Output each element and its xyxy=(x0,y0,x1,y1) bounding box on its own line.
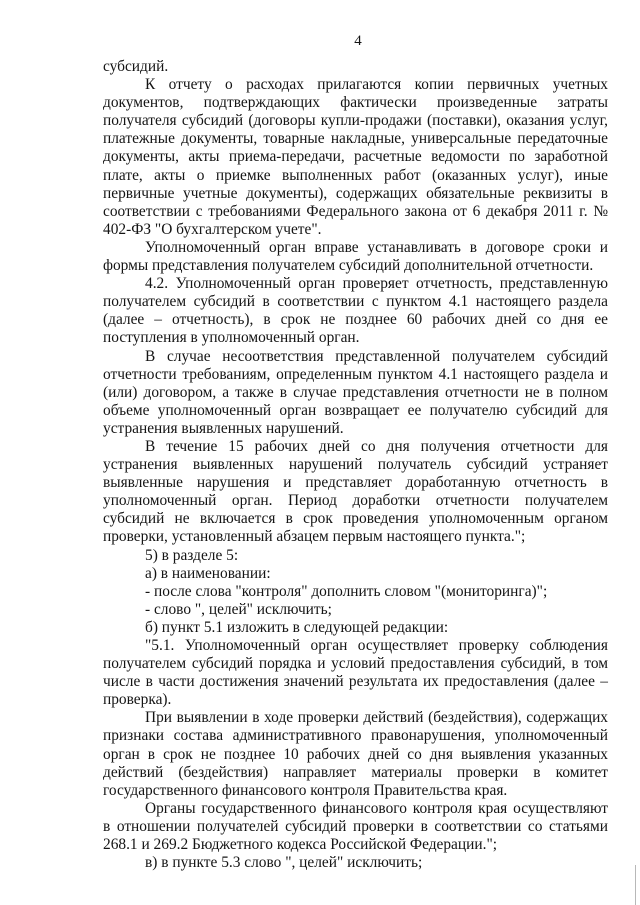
paragraph-noncompliance: В случае несоответствия представленной получателем субсидий отчетности требованиям, определенным пунктом 4.1 настоящего раздела и (или) договором, а также в случае представления отчетности не в полном объеме уполномоченный орган возвращает ее получателю субсидий для устранения выявленных нарушений. xyxy=(103,347,608,437)
paragraph-state-control: Органы государственного финансового контроля края осуществляют в отношении получателей субсидий проверки в соответствии со статьями 268.1 и 269.2 Бюджетного кодекса Российской Федерации."; xyxy=(103,799,608,854)
paragraph-clause-5-1: "5.1. Уполномоченный орган осуществляет проверку соблюдения получателем субсидий порядка и условий предоставления субсидий, в том числе в части достижения значений результата их предоставления (далее – проверка). xyxy=(103,637,608,709)
paragraph-item-b: б) пункт 5.1 изложить в следующей редакции: xyxy=(145,618,449,636)
paragraph-additional-reporting: Уполномоченный орган вправе устанавливать в договоре сроки и формы представления получателем субсидий дополнительной отчетности. xyxy=(103,238,608,275)
paragraph-correction-period: В течение 15 рабочих дней со дня получения отчетности для устранения выявленных нарушений получатель субсидий устраняет выявленные нарушения и представляет доработанную отчетность в уполномоченный орган. Период доработки отчетности получателем субсидий не включается в срок проведения уполномоченным органом проверки, установленный абзацем первым настоящего пункта."; xyxy=(103,437,608,546)
paragraph-clause-4-2: 4.2. Уполномоченный орган проверяет отчетность, представленную получателем субсидий в соответствии с пунктом 4.1 настоящего раздела (далее – отчетность), в срок не позднее 60 рабочих дней со дня ее поступления в уполномоченный орган. xyxy=(103,275,608,347)
scan-edge-mark xyxy=(635,865,636,905)
paragraph-subsidies-end: субсидий. xyxy=(103,58,169,75)
document-body xyxy=(103,58,608,872)
paragraph-violations: При выявлении в ходе проверки действий (бездействия), содержащих признаки состава административного правонарушения, уполномоченный орган в срок не позднее 10 рабочих дней со дня выявления указанных действий (бездействия) направляет материалы проверки в комитет государственного финансового контроля Правительства края. xyxy=(103,709,608,799)
paragraph-item-a: а) в наименовании: xyxy=(145,564,271,582)
paragraph-report-attachments: К отчету о расходах прилагаются копии первичных учетных документов, подтверждающих фактически произведенные затраты получателя субсидий (договоры купли-продажи (поставки), оказания услуг, платежные документы, товарные накладные, универсальные передаточные документы, акты приема-передачи, расчетные ведомости по заработной плате, акты о приемке выполненных работ (оказанных услуг), иные первичные учетные документы), содержащих обязательные реквизиты в соответствии с требованиями Федерального закона от 6 декабря 2011 г. № 402-ФЗ "О бухгалтерском учете". xyxy=(103,76,608,238)
paragraph-section-5: 5) в разделе 5: xyxy=(145,546,239,564)
page-number: 4 xyxy=(354,33,362,49)
paragraph-item-v: в) в пункте 5.3 слово ", целей" исключить; xyxy=(145,854,423,872)
paragraph-item-a-dash-2: - слово ", целей" исключить; xyxy=(145,600,332,618)
paragraph-item-a-dash-1: - после слова "контроля" дополнить словом "(мониторинга)"; xyxy=(145,582,548,600)
